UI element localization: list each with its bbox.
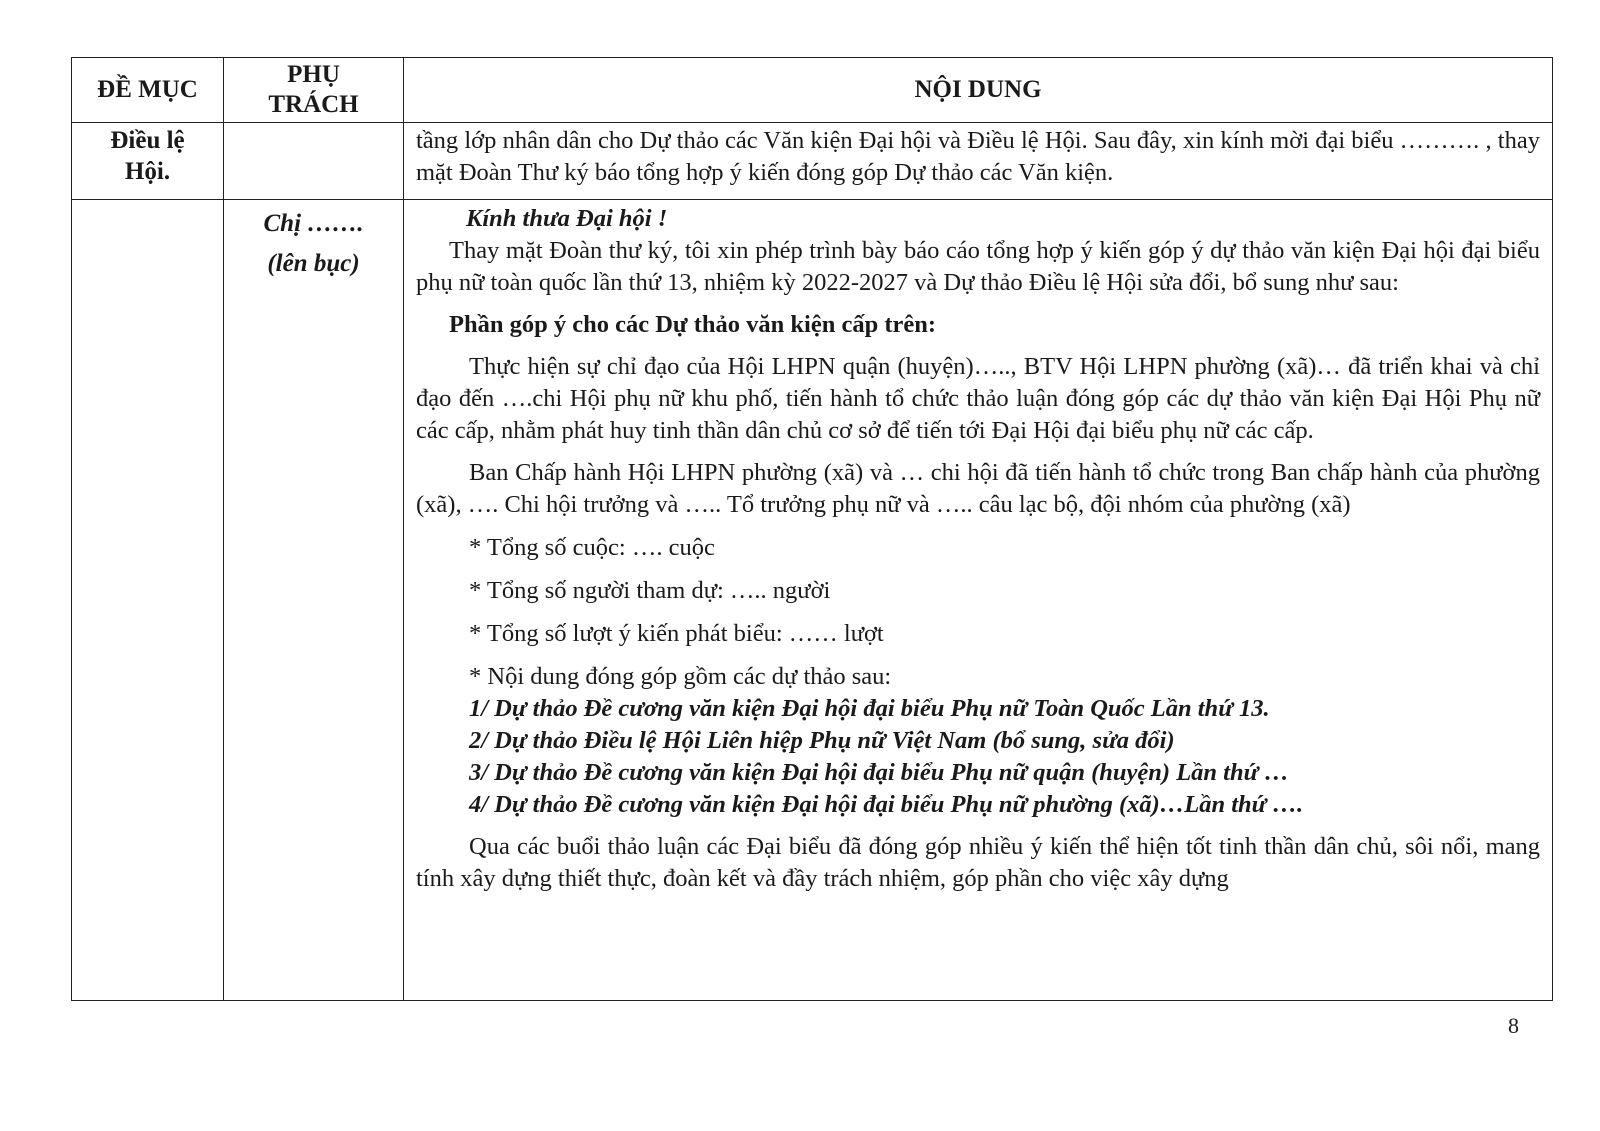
- paragraph-discussion: Qua các buổi thảo luận các Đại biểu đã đóng góp nhiều ý kiến thể hiện tốt tinh thần dân chủ, sôi nổi, mang tính xây dựng thiết thực, đoàn kết và đầy trách nhiệm, góp phần cho việc xây dựng: [416, 833, 1540, 892]
- section-cell-empty: [72, 200, 224, 1001]
- content-cell: [404, 200, 1553, 1001]
- table-row: [72, 123, 1553, 200]
- section-cell: [72, 123, 224, 200]
- intro-paragraph: Thay mặt Đoàn thư ký, tôi xin phép trình bày báo cáo tổng hợp ý kiến góp ý dự thảo văn kiện Đại hội đại biểu phụ nữ toàn quốc lần thứ 13, nhiệm kỳ 2022-2027 và Dự thảo Điều lệ Hội sửa đổi, bổ sung như sau:: [416, 237, 1540, 296]
- draft-item: 3/ Dự thảo Đề cương văn kiện Đại hội đại biểu Phụ nữ quận (huyện) Lần thứ …: [469, 759, 1289, 786]
- header-responsible-line2: TRÁCH: [268, 91, 359, 118]
- draft-item: 1/ Dự thảo Đề cương văn kiện Đại hội đại biểu Phụ nữ Toàn Quốc Lần thứ 13.: [469, 695, 1270, 722]
- responsible-cell-empty: [224, 123, 404, 200]
- header-section-label: ĐỀ MỤC: [97, 76, 198, 103]
- bullet-item: * Tổng số người tham dự: ….. người: [469, 577, 831, 604]
- paragraph-implementation: Thực hiện sự chỉ đạo của Hội LHPN quận (huyện)….., BTV Hội LHPN phường (xã)… đã triển khai và chỉ đạo đến ….chi Hội phụ nữ khu phố, tiến hành tổ chức thảo luận đóng góp các dự thảo văn kiện Đại Hội Phụ nữ các cấp, nhằm phát huy tinh thần dân chủ cơ sở để tiến tới Đại Hội đại biểu phụ nữ các cấp.: [416, 353, 1540, 444]
- header-content: [404, 58, 1553, 123]
- responsible-note: (lên bục): [267, 250, 360, 277]
- paragraph-executive-committee: Ban Chấp hành Hội LHPN phường (xã) và … chi hội đã tiến hành tổ chức trong Ban chấp hành của phường (xã), …. Chi hội trưởng và ….. Tổ trưởng phụ nữ và ….. câu lạc bộ, đội nhóm của phường (xã): [416, 459, 1540, 518]
- responsible-cell: [224, 200, 404, 1001]
- table-row: [72, 200, 1553, 1001]
- header-section: [72, 58, 224, 123]
- header-responsible: [224, 58, 404, 123]
- draft-item: 4/ Dự thảo Đề cương văn kiện Đại hội đại biểu Phụ nữ phường (xã)…Lần thứ ….: [469, 791, 1304, 818]
- bullet-item: * Nội dung đóng góp gồm các dự thảo sau:: [469, 663, 892, 690]
- content-paragraph: tầng lớp nhân dân cho Dự thảo các Văn kiện Đại hội và Điều lệ Hội. Sau đây, xin kính mời đại biểu ………. , thay mặt Đoàn Thư ký báo tổng hợp ý kiến đóng góp Dự thảo các Văn kiện.: [416, 127, 1540, 186]
- header-responsible-line1: PHỤ: [287, 61, 340, 88]
- table-header-row: [72, 58, 1553, 123]
- greeting: Kính thưa Đại hội !: [466, 205, 668, 232]
- bullet-item: * Tổng số lượt ý kiến phát biểu: …… lượt: [469, 620, 884, 647]
- section-line1: Điều lệ: [110, 127, 185, 154]
- header-content-label: NỘI DUNG: [914, 76, 1042, 103]
- section-line2: Hội.: [124, 158, 171, 185]
- document-table: [71, 57, 1553, 1001]
- page-number: 8: [1508, 1013, 1519, 1038]
- content-cell: [404, 123, 1553, 200]
- draft-item: 2/ Dự thảo Điều lệ Hội Liên hiệp Phụ nữ Việt Nam (bổ sung, sửa đổi): [469, 727, 1175, 754]
- responsible-name: Chị …….: [263, 210, 364, 237]
- bullet-item: * Tổng số cuộc: …. cuộc: [469, 534, 715, 561]
- section-heading: Phần góp ý cho các Dự thảo văn kiện cấp trên:: [449, 311, 937, 338]
